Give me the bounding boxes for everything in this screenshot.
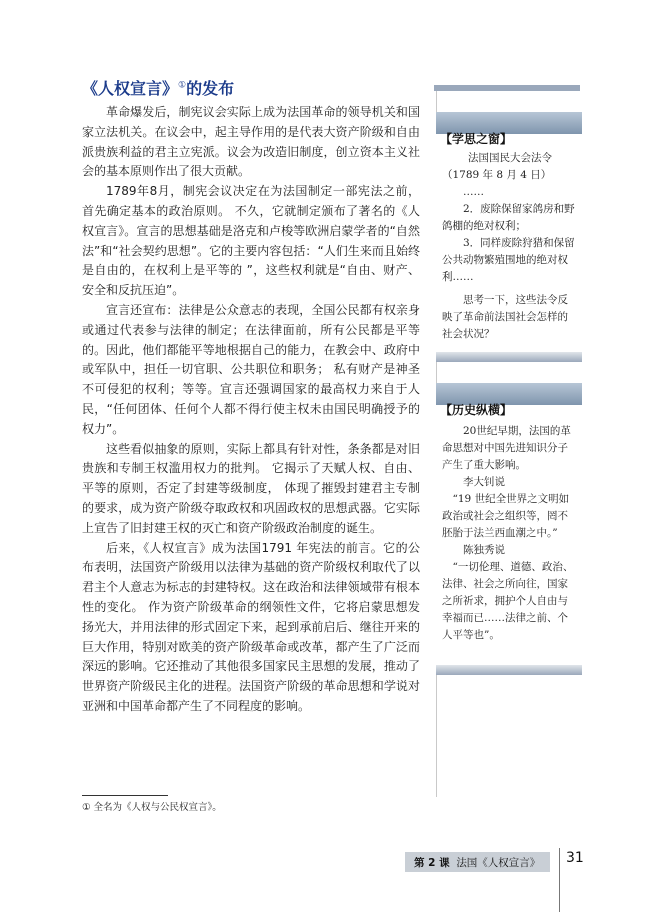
- law-item: 3．同样废除狩猎和保留公共动物繁殖围地的绝对权利……: [442, 237, 575, 283]
- page-number: 31: [566, 850, 584, 866]
- footer-divider: [559, 848, 560, 912]
- box-footer-bar: [436, 352, 582, 362]
- paragraph: 革命爆发后，制宪议会实际上成为法国革命的领导机关和国家立法机关。在议会中，起主导作用的是代表大资产阶级和自由派贵族利益的君主立宪派。议会为改造旧制度，创立资本主义社会的基本原则作出了很大贡献。: [82, 105, 420, 179]
- sidebar-top-bar: [434, 85, 580, 91]
- heading-title: 《人权宣言》: [82, 79, 179, 98]
- footnote: ① 全名为《人权与公民权宣言》。: [82, 802, 222, 813]
- box-footer-bar: [436, 665, 582, 675]
- footnote-mark[interactable]: ①: [178, 80, 187, 91]
- study-window-box: [436, 112, 582, 362]
- speaker-name: 李大钊说: [463, 476, 505, 488]
- main-text: [82, 103, 420, 717]
- speaker-name: 陈独秀说: [463, 544, 505, 556]
- quote-text: “一切伦理、道德、政治、法律、社会之所向往，国家之所祈求，拥护个人自由与幸福而已……法律之前、个人平等也”。: [442, 561, 574, 641]
- lesson-title: 法国《人权宣言》: [456, 857, 541, 869]
- paragraph: 这些看似抽象的原则，实际上都具有针对性，条条都是对旧贵族和专制王权滥用权力的批判。 它揭示了天赋人权、自由、平等的原则，否定了封建等级制度， 体现了摧毁封建君主专制的要求，成为资产阶级夺取政权和巩固政权的思想武器。它实际上宣告了旧封建王权的灭亡和资产阶级政治制度的诞生。: [82, 441, 420, 535]
- quote-text: “19 世纪全世界之文明如政治或社会之组织等，罔不胚胎于法兰西血潮之中。”: [442, 493, 570, 539]
- section-heading: [82, 76, 234, 99]
- box-body: [442, 423, 578, 644]
- running-footer: [414, 855, 540, 870]
- law-date: （1789 年 8 月 4 日）: [442, 169, 552, 181]
- intro-text: 20世纪早期，法国的革命思想对中国先进知识分子产生了重大影响。: [442, 425, 571, 471]
- law-item: 2．废除保留家鸽房和野鸽棚的绝对权利；: [442, 203, 575, 232]
- law-title: 法国国民大会法令: [468, 152, 552, 164]
- footnote-rule: [82, 795, 168, 796]
- paragraph: 1789年8月，制宪会议决定在为法国制定一部宪法之前，首先确定基本的政治原则。 不久，它就制定颁布了著名的《人权宣言》。宣言的思想基础是洛克和卢梭等欧洲启蒙学者的“自然法”和“社会契约思想”。它的主要内容包括：“人们生来而且始终是自由的，在权利上是平等的 ”，这些权利就是“自由、财产、安全和反抗压迫”。: [82, 184, 420, 298]
- box-title: 【学思之窗】: [440, 132, 513, 146]
- paragraph: 后来，《人权宣言》成为法国1791 年宪法的前言。它的公布表明，法国资产阶级用以法律为基础的资产阶级权利取代了以君主个人意志为标志的封建特权。这在政治和法律领域带有根本性的变化。 作为资产阶级革命的纲领性文件，它将启蒙思想发扬光大，并用法律的形式固定下来，起到承前启后、继往开来的巨大作用，特别对欧美的资产阶级革命或改革，都产生了广泛而深远的影响。它还推动了其他很多国家民主思想的发展，推动了世界资产阶级民主化的进程。法国资产阶级的革命思想和学说对亚洲和中国革命都产生了不同程度的影响。: [82, 540, 420, 713]
- box-body: [442, 150, 578, 343]
- ellipsis: ……: [463, 186, 484, 198]
- history-box: [436, 383, 582, 675]
- paragraph: 宣言还宣布：法律是公众意志的表现，全国公民都有权亲身或通过代表参与法律的制定；在法律面前，所有公民都是平等的。因此，他们都能平等地根据自己的能力，在教会中、政府中或军队中，担任一切官职、公共职位和职务； 私有财产是神圣不可侵犯的权利；等等。宣言还强调国家的最高权力来自于人民，“任何团体、任何个人都不得行使主权未由国民明确授予的权力”。: [82, 302, 420, 436]
- box-title: 【历史纵横】: [440, 403, 513, 417]
- lesson-label: 第 2 课: [414, 857, 450, 869]
- think-question: 思考一下，这些法令反映了革命前法国社会怎样的社会状况？: [442, 294, 568, 340]
- heading-suffix: 的发布: [186, 79, 235, 98]
